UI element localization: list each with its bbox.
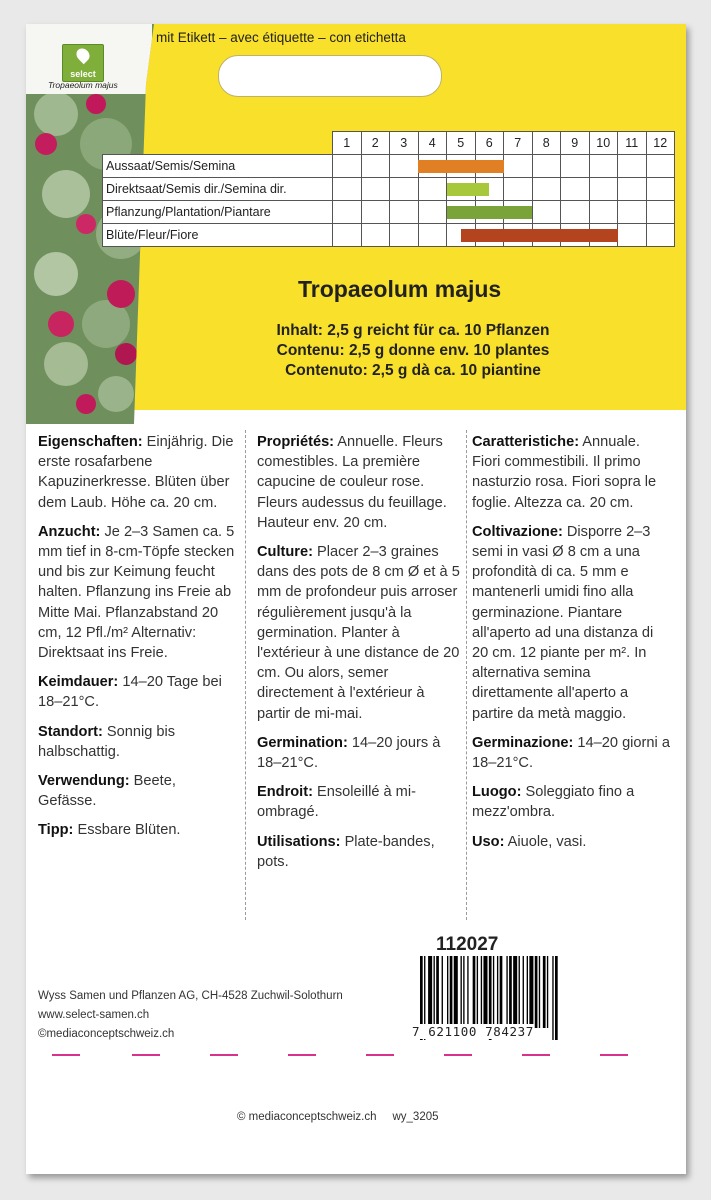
barcode-bar: [547, 956, 548, 1028]
calendar-row-planting: [103, 201, 675, 224]
month-header: 6: [475, 132, 504, 155]
paragraph-heading: Coltivazione:: [472, 523, 563, 540]
tagline: mit Etikett – avec étiquette – con etichetta: [156, 30, 406, 45]
barcode-bar: [513, 956, 517, 1028]
paragraph-text: Annuelle. Fleurs comestibles. La première capucine de couleur rose. Fleurs audessus du feuillage. Hauteur env. 20 cm.: [257, 434, 447, 531]
column-divider: [245, 430, 246, 920]
paragraph-text: Einjährig. Die erste rosafarbene Kapuzinerkresse. Blüten über dem Laub. Höhe ca. 20 cm.: [38, 434, 234, 511]
paragraph: [257, 832, 461, 872]
calendar-bar: [461, 229, 618, 242]
month-header: 11: [618, 132, 647, 155]
barcode-bar: [428, 956, 432, 1028]
paragraph: [38, 771, 238, 811]
barcode-bar: [483, 956, 487, 1028]
label-plant-name: Tropaeolum majus: [48, 80, 118, 90]
barcode-bar: [529, 956, 533, 1028]
cut-mark: [366, 1054, 394, 1056]
footer-info: [38, 987, 343, 1044]
row-label: Blüte/Fleur/Fiore: [103, 224, 333, 247]
calendar-row-direct-sowing: [103, 178, 675, 201]
column-french: [257, 432, 461, 881]
month-header: 5: [447, 132, 476, 155]
paragraph: [257, 542, 461, 724]
barcode-bar: [477, 956, 478, 1028]
select-logo: [62, 44, 104, 82]
calendar-header-row: [103, 132, 675, 155]
paragraph-text: Disporre 2–3 semi in vasi Ø 8 cm a una profondità di ca. 5 mm e mantenerli umidi fino alla germinazione. Piantare all'aperto ad una distanza di 20 cm. 12 piante per m². In alternativa semina direttamente all'aperto a partire da metà maggio.: [472, 523, 654, 722]
paragraph-heading: Uso:: [472, 833, 505, 850]
paragraph-heading: Germination:: [257, 734, 348, 751]
paragraph-heading: Tipp:: [38, 822, 74, 839]
paragraph: [472, 733, 672, 773]
paragraph-text: Beete, Gefässe.: [38, 773, 176, 810]
paragraph: [38, 820, 238, 840]
barcode-bar: [442, 956, 443, 1028]
paragraph: [257, 733, 461, 773]
paragraph-heading: Keimdauer:: [38, 674, 119, 691]
paragraph-text: 14–20 giorni a 18–21°C.: [472, 734, 670, 772]
calendar-bar: [447, 183, 490, 196]
paragraph-heading: Culture:: [257, 544, 313, 561]
paragraph-text: Aiuole, vasi.: [504, 833, 587, 850]
barcode-bar: [519, 956, 520, 1028]
month-header: 8: [532, 132, 561, 155]
cut-mark: [210, 1054, 238, 1056]
barcode-bar: [539, 956, 540, 1028]
paragraph: [38, 722, 238, 762]
column-divider: [466, 430, 467, 920]
paragraph-heading: Eigenschaften:: [38, 434, 143, 450]
paragraph-heading: Luogo:: [472, 784, 522, 801]
barcode-bar: [454, 956, 458, 1028]
page-title: Tropaeolum majus: [298, 276, 502, 302]
footer-copyright: ©mediaconceptschweiz.ch: [38, 1028, 175, 1040]
paragraph: [472, 782, 672, 822]
month-header: 3: [390, 132, 419, 155]
column-italian: [472, 432, 672, 861]
paragraph-heading: Verwendung:: [38, 773, 130, 790]
paragraph-heading: Germinazione:: [472, 734, 574, 751]
calendar-bar: [418, 160, 504, 173]
month-header: 4: [418, 132, 447, 155]
barcode-bar: [527, 956, 528, 1028]
footer-website: www.select-samen.ch: [38, 1009, 150, 1021]
barcode-bar: [535, 956, 538, 1028]
barcode-bar: [473, 956, 476, 1028]
seed-packet: [26, 24, 686, 1174]
barcode-bar: [500, 956, 503, 1028]
barcode-bar: [481, 956, 482, 1028]
paragraph-heading: Endroit:: [257, 784, 313, 801]
barcode-bar: [436, 956, 439, 1028]
calendar-bar: [447, 206, 533, 219]
barcode-bar: [523, 956, 524, 1028]
paragraph-text: Soleggiato fino a mezz'ombra.: [472, 784, 635, 821]
barcode-number: 7 621100 784237: [412, 1024, 534, 1039]
cut-mark: [522, 1054, 550, 1056]
paragraph: [38, 522, 238, 663]
barcode-bar: [463, 956, 464, 1028]
barcode-bar: [434, 956, 435, 1028]
calendar-row-sowing: [103, 155, 675, 178]
barcode-bar: [555, 956, 558, 1040]
leaf-icon: [74, 46, 92, 64]
calendar-corner: [103, 132, 333, 155]
paragraph-heading: Anzucht:: [38, 523, 101, 540]
paragraph: [38, 432, 238, 513]
month-header: 12: [646, 132, 675, 155]
paragraph-text: Essbare Blüten.: [73, 822, 181, 839]
paragraph-text: Sonnig bis halbschattig.: [38, 723, 176, 760]
barcode-bar: [509, 956, 512, 1028]
paragraph-heading: Propriétés:: [257, 434, 335, 450]
contents-fr: Contenu: 2,5 g donne env. 10 plantes: [276, 342, 550, 359]
paragraph: [257, 432, 461, 533]
cut-mark: [600, 1054, 628, 1056]
cut-mark: [52, 1054, 80, 1056]
contents-info: [238, 321, 588, 381]
row-label: Direktsaat/Semis dir./Semina dir.: [103, 178, 333, 201]
paragraph: [257, 782, 461, 822]
month-header: 7: [504, 132, 533, 155]
hanger-hole: [218, 55, 442, 97]
paragraph-text: Placer 2–3 graines dans des pots de 8 cm Ø et à 5 mm de profondeur puis arroser régulièrement jusqu'à la germination. Planter à l'extérieur à une distance de 20 cm. Ou alors, semer directement à l'extérieur à partir de mi-mai.: [257, 544, 460, 722]
barcode-bar: [461, 956, 462, 1028]
paragraph: [472, 522, 672, 724]
month-header: 1: [333, 132, 362, 155]
column-german: [38, 432, 238, 850]
paragraph-text: Annuale. Fiori commestibili. Il primo nasturzio rosa. Fiori sopra le foglie. Altezza ca. 20 cm.: [472, 434, 657, 511]
paragraph: [472, 832, 672, 852]
contents-de: Inhalt: 2,5 g reicht für ca. 10 Pflanzen: [276, 322, 550, 339]
month-header: 9: [561, 132, 590, 155]
cut-mark: [288, 1054, 316, 1056]
footer-company: Wyss Samen und Pflanzen AG, CH-4528 Zuchwil-Solothurn: [38, 990, 343, 1002]
barcode-bar: [447, 956, 448, 1028]
barcode-bar: [497, 956, 498, 1028]
paragraph-heading: Standort:: [38, 723, 103, 740]
barcode-bar: [552, 956, 553, 1040]
paragraph: [472, 432, 672, 513]
brand-label: select: [70, 69, 96, 79]
paragraph-heading: Utilisations:: [257, 833, 341, 850]
month-header: 2: [361, 132, 390, 155]
barcode-bar: [467, 956, 468, 1028]
paragraph-heading: Caratteristiche:: [472, 434, 580, 450]
paragraph-text: 14–20 jours à 18–21°C.: [257, 734, 441, 772]
contents-it: Contenuto: 2,5 g dà ca. 10 piantine: [285, 362, 541, 379]
month-header: 10: [589, 132, 618, 155]
barcode-bar: [506, 956, 507, 1028]
barcode-bar: [493, 956, 494, 1028]
paragraph-text: 14–20 Tage bei 18–21°C.: [38, 674, 222, 711]
paragraph-text: Ensoleillé à mi-ombragé.: [257, 784, 416, 821]
row-label: Pflanzung/Plantation/Piantare: [103, 201, 333, 224]
article-code: 112027: [436, 934, 499, 955]
cut-mark: [444, 1054, 472, 1056]
barcode-bar: [450, 956, 453, 1028]
barcode-bar: [543, 956, 546, 1028]
bottom-credit: © mediaconceptschweiz.ch wy_3205: [237, 1111, 439, 1123]
row-label: Aussaat/Semis/Semina: [103, 155, 333, 178]
paragraph-text: Plate-bandes, pots.: [257, 833, 435, 870]
paragraph: [38, 672, 238, 712]
paragraph-text: Je 2–3 Samen ca. 5 mm tief in 8-cm-Töpfe stecken und bis zur Keimung feucht halten. Pflanzung ins Freie ab Mitte Mai. Pflanzabstand 20 cm, 12 Pfl./m² Alternativ: Direktsaat ins Freie.: [38, 523, 235, 662]
cut-mark: [132, 1054, 160, 1056]
